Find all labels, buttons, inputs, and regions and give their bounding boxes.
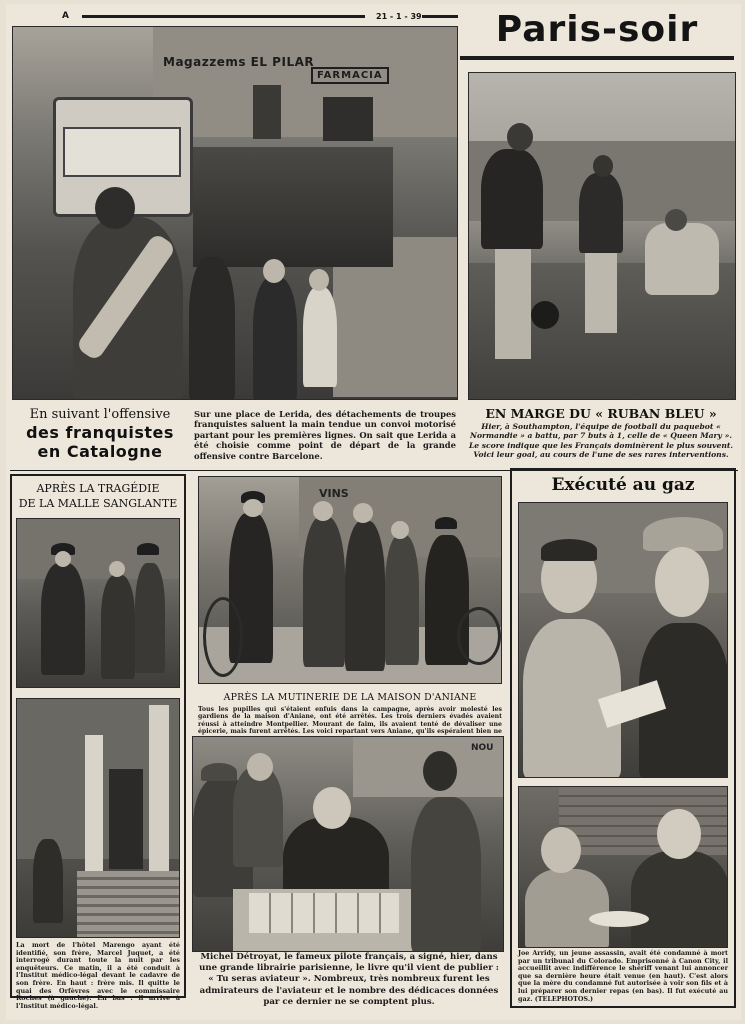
mother-head	[657, 809, 701, 859]
third-figure	[135, 563, 165, 673]
page-letter: A	[62, 11, 69, 21]
column-left	[85, 735, 103, 871]
catalonia-headline-line1: En suivant l'offensive	[29, 407, 171, 422]
newspaper-page	[6, 4, 741, 1020]
steps	[77, 871, 180, 938]
ruban-caption: Hier, à Southampton, l'équipe de football du paquebot « Normandie » a battu, par 7 buts à 1, celle de « Queen Mary ». Le score indique que les Français dominèrent le plus souvent. Voici leur goal, au cours de l'une de ses rares interventions.	[468, 422, 734, 460]
fugitive-3-head	[391, 521, 409, 539]
woman-head	[309, 269, 329, 291]
player-center-legs	[585, 253, 617, 333]
book-stack	[249, 893, 399, 933]
cap-left	[201, 763, 237, 781]
detroyat-photo	[192, 736, 504, 952]
fugitive-2	[345, 521, 385, 671]
football-photo	[468, 72, 736, 400]
catalonia-headline-line2: des franquistes	[26, 423, 174, 442]
aniane-headline: APRÈS LA MUTINERIE DE LA MAISON D'ANIANE	[223, 692, 477, 703]
doorway	[109, 769, 143, 869]
football-ball	[531, 301, 559, 329]
header-rule-right	[422, 15, 458, 18]
ruban-headline: EN MARGE DU « RUBAN BLEU »	[485, 406, 717, 421]
sheriff-hat	[643, 517, 723, 551]
masthead: Paris-soir	[495, 9, 699, 50]
bicycle-left	[203, 597, 243, 677]
building-window	[253, 85, 281, 139]
catalonia-headline-line3: en Catalogne	[37, 442, 163, 461]
building-facade	[153, 27, 458, 137]
aniane-photo	[198, 476, 502, 684]
crowd	[193, 147, 393, 267]
admirer-right-head	[423, 751, 457, 791]
masthead-rule	[460, 56, 734, 60]
onlooker-head	[247, 753, 273, 781]
gaz-photo-bottom	[518, 786, 728, 948]
saluting-man	[189, 257, 235, 400]
aniane-caption: Tous les pupilles qui s'étaient enfuis dans la campagne, après avoir molesté les gardiens de la maison d'Aniane, ont été arrêtés. Les trois derniers évadés avaient réussi à atteindre Montpellier. Mourant de faim, ils avaient tenté de dévaliser une épicerie, mais furent arrêtés. Les voici repartant vers Aniane, qu'ils espéraient bien ne	[198, 706, 502, 736]
fugitive-3	[385, 535, 419, 665]
bicycle-right	[457, 607, 501, 665]
shop-sign: Magazzems EL PILAR	[163, 55, 315, 69]
building-door	[323, 97, 373, 141]
soldier-figure	[253, 277, 297, 400]
vins-sign: VINS	[319, 487, 349, 500]
player-left	[481, 149, 543, 249]
header-rule-left	[82, 15, 365, 18]
pharmacy-sign: FARMACIA	[311, 67, 389, 84]
tragedie-photo-bottom	[16, 698, 180, 938]
tragedie-caption: La mort de l'hôtel Marengo ayant été identifié, son frère, Marcel Juquet, a été interrogé durant toute la nuit par les enquêteurs. Ce matin, il a été conduit à l'Institut médico-légal devant le cadavre de son frère. En haut : frère mis. Il quitte le quai des Orfèvres avec le commissaire Roches (à gauche). En bas : il arrive à l'Institut médico-légal.	[16, 941, 180, 1010]
gendarme-left-head	[243, 499, 263, 517]
goalkeeper-head	[665, 209, 687, 231]
player-left-legs	[495, 249, 531, 359]
son-head	[541, 827, 581, 873]
issue-date: 21 - 1 - 39	[376, 12, 422, 21]
gaz-headline: Exécuté au gaz	[551, 475, 695, 495]
figure-on-steps	[33, 839, 63, 923]
tragedie-photo-top	[16, 518, 180, 688]
third-hat	[137, 543, 159, 555]
fugitive-2-head	[353, 503, 373, 523]
shop-sign-nou: NOU	[471, 743, 494, 753]
player-center	[579, 173, 623, 253]
tragedie-headline-line2: DE LA MALLE SANGLANTE	[18, 497, 178, 510]
foreground-head	[95, 187, 135, 229]
player-left-head	[507, 123, 533, 151]
tragedie-headline-line1: APRÈS LA TRAGÉDIE	[36, 482, 160, 495]
detroyat-head	[313, 787, 351, 829]
mother-figure	[631, 851, 728, 948]
gaz-caption: Joe Arridy, un jeune assassin, avait été condamné à mort par un tribunal du Colorado. Emprisonné à Canon City, il accueillit avec indifférence le shériff venant lui annoncer que sa dernière heure était venue (en haut). C'est alors que la mère du condamné fut autorisée à voir son fils et à lui préparer son dernier repas (en bas). Il fut exécuté au gaz. (TELEPHOTOS.)	[518, 949, 728, 1003]
man-in-coat	[41, 563, 85, 675]
player-center-head	[593, 155, 613, 177]
lerida-photo	[12, 26, 458, 400]
man-head	[55, 551, 71, 567]
soldier-head	[263, 259, 285, 283]
meal-plate	[589, 911, 649, 927]
prisoner-hair	[541, 539, 597, 561]
companion-head	[109, 561, 125, 577]
son-figure	[525, 869, 609, 948]
column-right	[149, 705, 169, 871]
detroyat-caption: Michel Détroyat, le fameux pilote français, a signé, hier, dans une grande librairie parisienne, le livre qu'il vient de publier : « Tu seras aviateur ». Nombreux, très nombreux furent les admirateurs de l'aviateur et le nombre des dédicaces données par ce dernier ne se comptent plus.	[199, 952, 499, 1007]
companion-figure	[101, 575, 135, 679]
admirer-right	[411, 797, 481, 952]
fugitive-1	[303, 517, 345, 667]
catalonia-caption: Sur une place de Lerida, des détachements de troupes franquistes saluent la main tendue un convoi motorisé partant pour les premières lignes. On sait que Lerida a été choisie comme point de départ de la grande offensive contre Barcelone.	[194, 409, 456, 461]
truck-window	[63, 127, 181, 177]
woman-figure	[303, 287, 337, 387]
brick-wall	[559, 787, 728, 857]
goalkeeper	[645, 223, 719, 295]
gaz-photo-top	[518, 502, 728, 778]
sheriff-head	[655, 547, 709, 617]
kepi-right	[435, 517, 457, 529]
onlooker	[233, 767, 283, 867]
fugitive-1-head	[313, 501, 333, 521]
